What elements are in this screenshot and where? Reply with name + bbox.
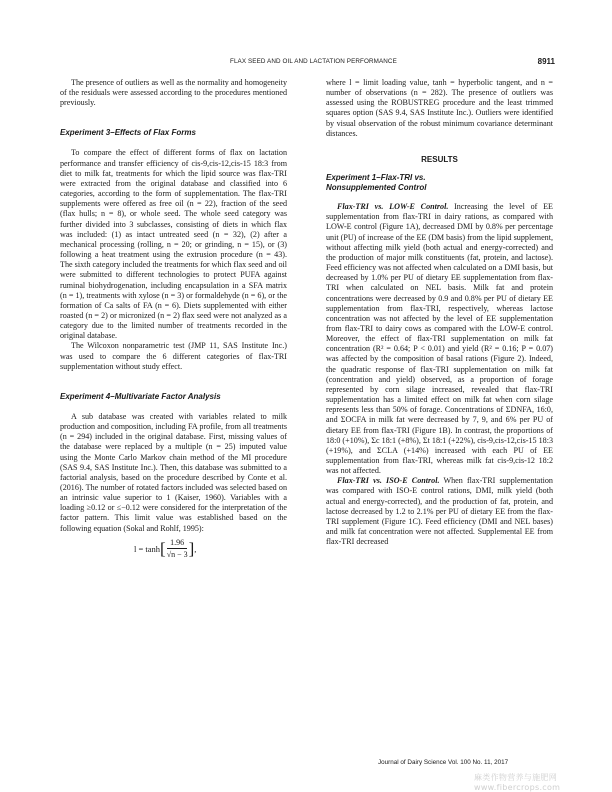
running-title: FLAX SEED AND OIL AND LACTATION PERFORMANCE [230, 58, 397, 65]
running-header [0, 58, 612, 70]
left-paragraph-2: To compare the effect of different forms of flax on lactation performance and transfer efficiency of cis-9,cis-12,cis-15 18:3 from diet to milk fat, treatments for which the lipid source was flax-TRI were extracted from the original database and classified into 6 categories, according to the form of supplementation. The flax-TRI supplements were offered as free oil (n = 22), fraction of the seed (flax hulls; n = 8), or whole seed. The whole seed category was further divided into 3 subclasses, consisting of diets in which flax was included: (1) as intact untreated seed (n = 32), (2) after a mechanical processing (rolling, n = 20; or grinding, n = 15), or (3) following a heat treatment using the extrusion procedure (n = 43). The sixth category included the treatments for which flax seed and oil were submitted to different technologies to protect PUFA against ruminal biohydrogenation, including encapsulation in a SFA matrix (n = 1), treatments with xylose (n = 3) or formaldehyde (n = 6), or the formation of Ca salts of FA (n = 6). Diets supplemented with either roasted (n = 2) or micronized (n = 2) flax seed were not analyzed as a category due to the limited number of treatments recorded in the original database. [60, 148, 287, 341]
experiment-4-heading: Experiment 4–Multivariate Factor Analysis [60, 391, 221, 401]
experiment-3-heading: Experiment 3–Effects of Flax Forms [60, 128, 196, 138]
limit-equation [60, 534, 287, 564]
page-number: 8911 [537, 57, 555, 66]
low-e-runin: Flax-TRI vs. LOW-E Control. [337, 202, 449, 212]
equation-denominator: √n − 3 [166, 549, 188, 559]
equation-lhs: l = tanh [134, 543, 161, 554]
right-bracket: ] [188, 539, 195, 559]
equation-numerator: 1.96 [167, 538, 187, 549]
left-bracket: [ [160, 539, 166, 559]
iso-e-runin: Flax-TRI vs. ISO-E Control. [337, 476, 440, 486]
left-column [60, 78, 287, 564]
left-paragraph-1: The presence of outliers as well as the normality and homogeneity of the residuals were assessed according to the procedures mentioned previously. [60, 78, 287, 108]
experiment-1-heading-line-1: Experiment 1–Flax-TRI vs. [326, 173, 426, 183]
right-column [326, 78, 553, 547]
watermark: 麻类作物营养与施肥网 www.fibercrops.com [474, 773, 561, 792]
results-heading: RESULTS [421, 154, 458, 164]
right-paragraph-1: where l = limit loading value, tanh = hyperbolic tangent, and n = number of observations (n = 282). The presence of outliers was assessed using the ROBUSTREG procedure and the least trimmed squares option (SAS 9.4, SAS Institute Inc.). Outliers were identified by visual observation of the robust minimum covariance determinant distances. [326, 78, 553, 138]
right-paragraph-2 [326, 202, 553, 476]
low-e-text: Increasing the level of EE supplementation from flax-TRI in dairy rations, as compared with LOW-E control (Figure 1A), decreased DMI by 0.8% per percentage unit (PU) of increase of the EE (DM basis) from the lipid supplement, without affecting milk yield (both actual and energy-corrected) and the production of major milk constituents (fat, protein, and lactose). Feed efficiency was not affected when calculated on a DMI basis, but decreased by 1.0% per PU of dietary EE supplementation from flax-TRI when calculated on NEL basis. Milk fat and protein concentrations were decreased by 0.9 and 0.8% per PU of dietary EE supplementation from flax-TRI, respectively, whereas lactose concentration was not affected by the level of EE supplementation from flax-TRI to dairy cows as compared with the LOW-E control. Moreover, the effect of flax-TRI supplementation on milk fat concentration (R² = 0.64; P < 0.01) and yield (R² = 0.16; P = 0.07) was affected by the composition of basal rations (Figure 2). Indeed, the quadratic response of flax-TRI supplementation on milk fat (concentration and yield) observed, as a proportion of forage represented by corn silage increased, revealed that flax-TRI supplementation has a limited effect on milk fat when corn silage represents less than 50% of forage. Concentrations of ΣDNFA, 16:0, and ΣOCFA in milk fat were decreased by 7, 9, and 6% per PU of dietary EE from flax-TRI (Figure 1B). In contrast, the proportions of 18:0 (+10%), Σc 18:1 (+8%), Σt 18:1 (+22%), cis-9,cis-12,cis-15 18:3 (+19%), and ΣCLA (+14%) increased with each PU of EE supplementation from flax-TRI, whereas milk fat cis-9,cis-12 18:2 was not affected. [326, 202, 553, 476]
experiment-1-heading-line-2: Nonsupplemented Control [326, 183, 427, 193]
left-paragraph-3: The Wilcoxon nonparametric test (JMP 11, SAS Institute Inc.) was used to compare the 6 different categories of flax-TRI supplementation without study effect. [60, 341, 287, 371]
iso-e-text: When flax-TRI supplementation was compared with ISO-E control rations, DMI, milk yield (both actual and energy-corrected), and the production of fat, protein, and lactose decreased by 1.2 to 2.1% per PU of dietary EE from the flax-TRI supplement (Figure 1C). Feed efficiency (DMI and NEL bases) and milk fat concentration were not affected. Supplemental EE from flax-TRI decreased [326, 476, 553, 547]
right-paragraph-3 [326, 476, 553, 547]
equation-fraction [167, 538, 188, 560]
journal-footer: Journal of Dairy Science Vol. 100 No. 11, 2017 [378, 759, 509, 766]
equation-trail: , [194, 543, 197, 554]
left-paragraph-4: A sub database was created with variables related to milk production and composition, including FA profile, from all treatments (n = 294) included in the original database. First, missing values of the database were replaced by a multiple (n = 25) imputed value using the Monte Carlo Markov chain method of the MI procedure (SAS 9.4, SAS Institute Inc.). Then, this database was submitted to a factorial analysis, based on the procedure described by Conte et al. (2016). The number of rotated factors included was selected based on an intrinsic value superior to 1 (Kaiser, 1960). Variables with a loading ≥0.12 or ≤−0.12 were considered for the interpretation of the factor pattern. This limit value was established based on the following equation (Sokal and Rohlf, 1995): [60, 411, 287, 533]
